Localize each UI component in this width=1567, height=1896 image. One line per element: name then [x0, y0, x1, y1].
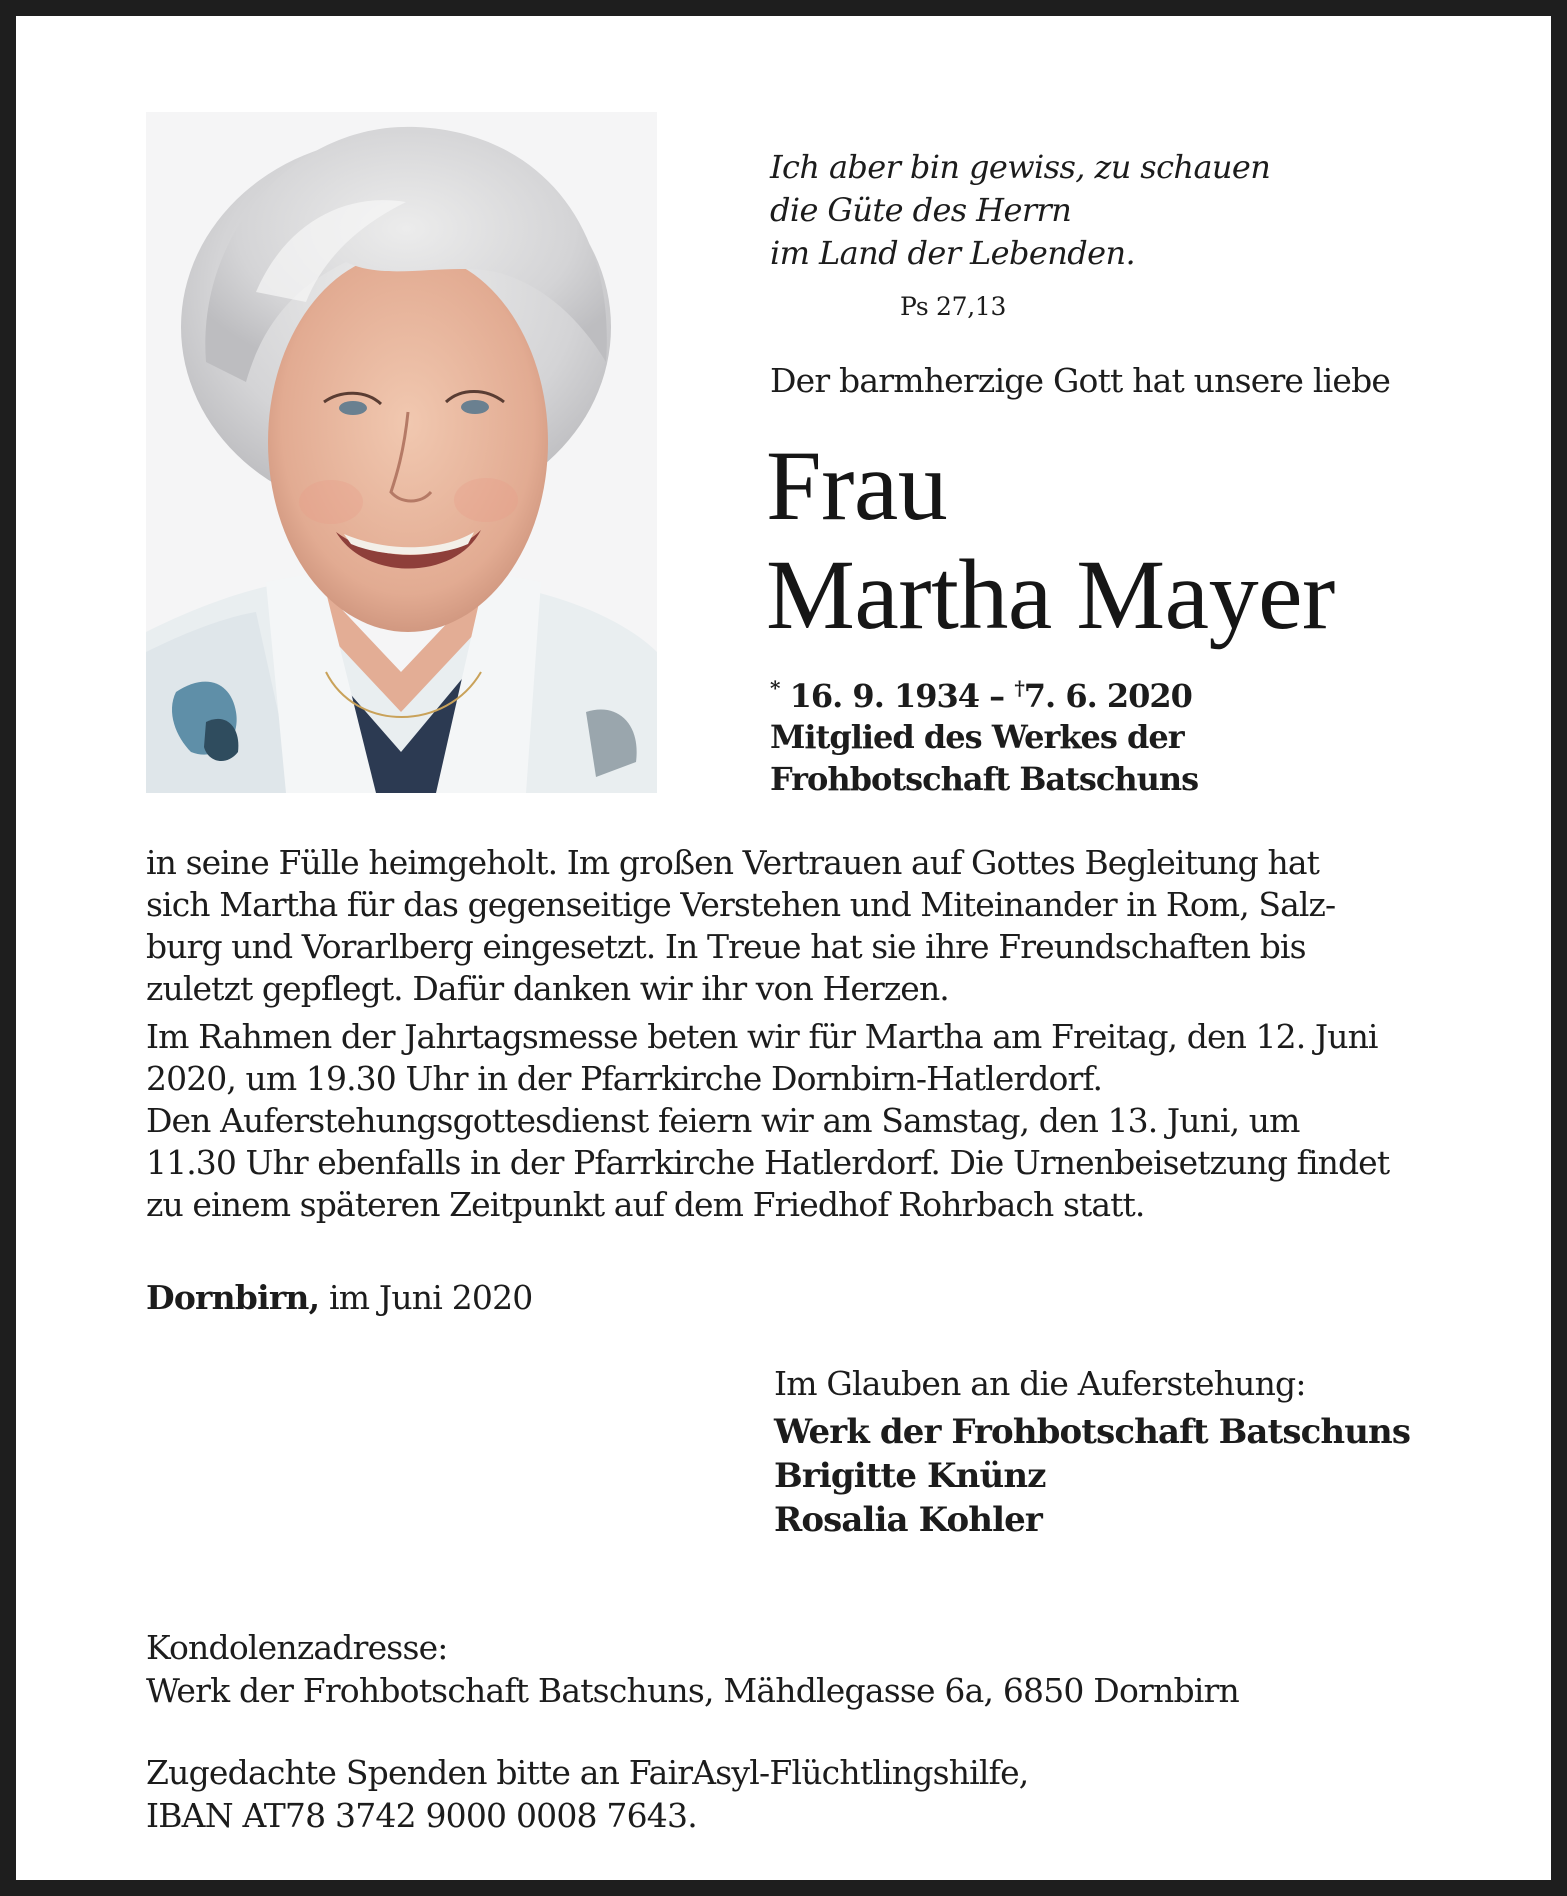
verse-line: im Land der Lebenden.	[770, 234, 1136, 272]
verse-line: die Güte des Herrn	[770, 191, 1072, 229]
donation-line: Zugedachte Spenden bitte an FairAsyl-Flüchtlingshilfe,	[146, 1753, 1029, 1792]
signer: Brigitte Knünz	[774, 1456, 1046, 1496]
intro-text: Der barmherzige Gott hat unsere liebe	[770, 361, 1391, 400]
membership	[770, 716, 1198, 800]
verse-line: Ich aber bin gewiss, zu schauen	[770, 148, 1271, 186]
place-date-text: im Juni 2020	[319, 1278, 533, 1317]
body-line: burg und Vorarlberg eingesetzt. In Treue hat sie ihre Freundschaften bis	[146, 927, 1306, 966]
membership-line: Frohbotschaft Batschuns	[770, 760, 1199, 798]
signer: Werk der Frohbotschaft Batschuns	[774, 1412, 1411, 1452]
iban-line: IBAN AT78 3742 9000 0008 7643.	[146, 1796, 697, 1835]
body-line: zu einem späteren Zeitpunkt auf dem Friedhof Rohrbach statt.	[146, 1185, 1145, 1224]
body-line: 2020, um 19.30 Uhr in der Pfarrkirche Dornbirn-Hatlerdorf.	[146, 1059, 1103, 1098]
donation-info	[146, 1751, 1029, 1837]
deceased-name: Martha Mayer	[766, 539, 1335, 650]
body-line: Den Auferstehungsgottesdienst feiern wir am Samstag, den 13. Juni, um	[146, 1101, 1300, 1140]
body-line: 11.30 Uhr ebenfalls in der Pfarrkirche Hatlerdorf. Die Urnenbeisetzung findet	[146, 1143, 1390, 1182]
life-dates	[770, 676, 1192, 715]
birth-date: 16. 9. 1934	[789, 677, 980, 715]
obituary-body	[146, 842, 1454, 1226]
condolence-address	[146, 1626, 1239, 1712]
portrait-photo	[146, 112, 657, 793]
birth-symbol: *	[770, 676, 780, 700]
bible-verse	[770, 146, 1270, 275]
belief-line: Im Glauben an die Auferstehung:	[774, 1364, 1306, 1403]
body-line: sich Martha für das gegenseitige Verstehen und Miteinander in Rom, Salz-	[146, 885, 1336, 924]
condolence-text: Werk der Frohbotschaft Batschuns, Mähdlegasse 6a, 6850 Dornbirn	[146, 1671, 1239, 1710]
condolence-label: Kondolenzadresse:	[146, 1628, 448, 1667]
death-symbol: †	[1014, 676, 1024, 700]
signer: Rosalia Kohler	[774, 1500, 1042, 1540]
verse-reference: Ps 27,13	[900, 292, 1007, 321]
membership-line: Mitglied des Werkes der	[770, 718, 1184, 756]
death-date: 7. 6. 2020	[1023, 677, 1192, 715]
body-line: Im Rahmen der Jahrtagsmesse beten wir für Martha am Freitag, den 12. Juni	[146, 1017, 1378, 1056]
body-line: in seine Fülle heimgeholt. Im großen Vertrauen auf Gottes Begleitung hat	[146, 843, 1319, 882]
deceased-name-block	[766, 431, 1335, 649]
date-separator: –	[979, 677, 1015, 715]
signers	[774, 1410, 1410, 1542]
place-city: Dornbirn,	[146, 1278, 320, 1317]
body-line: zuletzt gepflegt. Dafür danken wir ihr von Herzen.	[146, 969, 949, 1008]
body-paragraph	[146, 842, 1454, 1010]
body-paragraph	[146, 1016, 1454, 1226]
portrait-illustration	[146, 112, 657, 793]
deceased-title: Frau	[766, 430, 948, 541]
place-date	[146, 1278, 533, 1317]
